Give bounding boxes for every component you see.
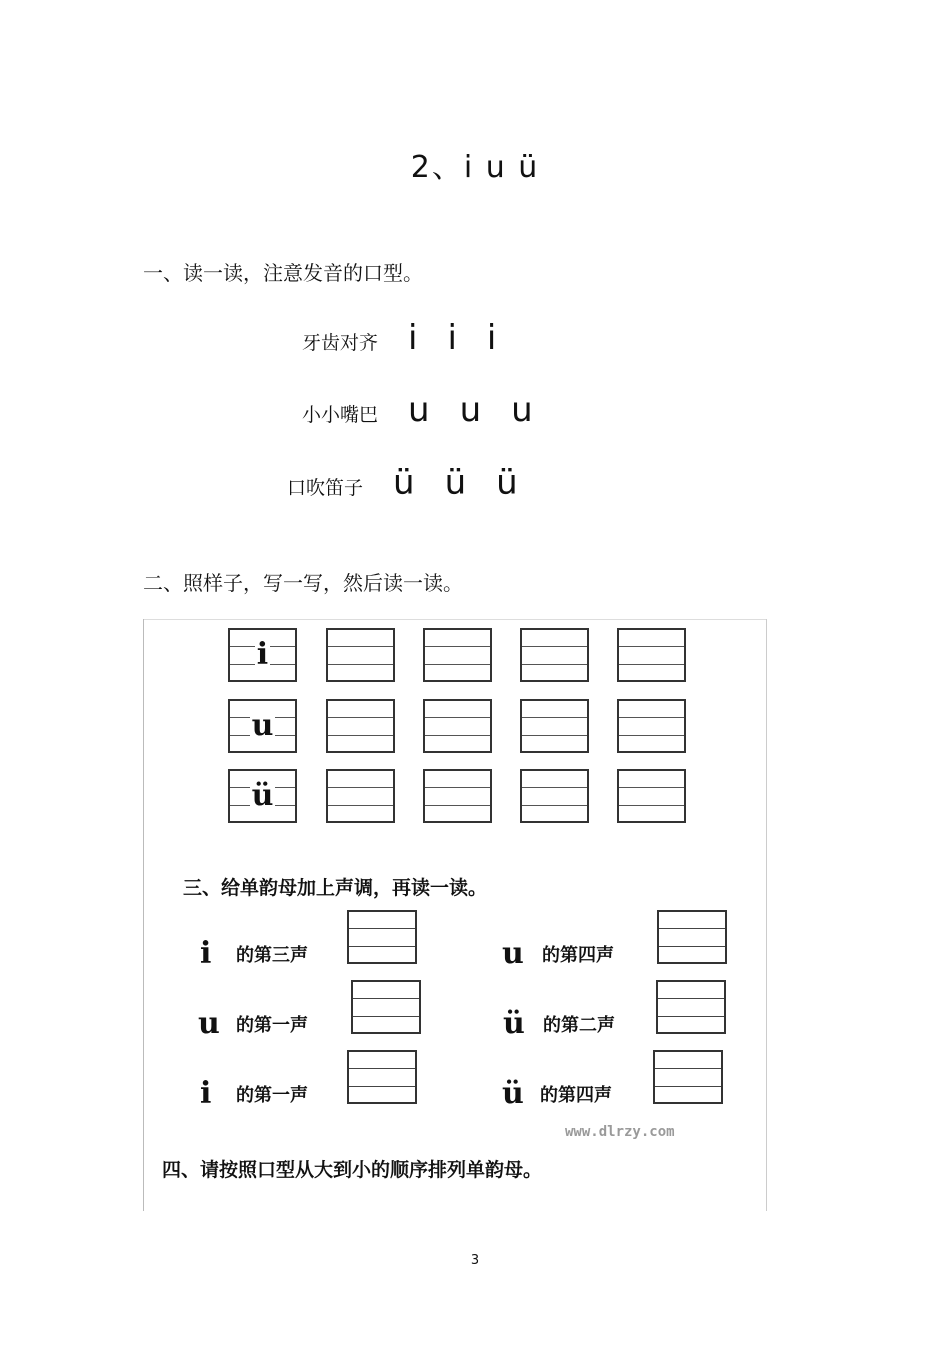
writing-box[interactable] bbox=[423, 699, 492, 753]
read-letter: ü bbox=[496, 463, 518, 503]
tone-answer-box[interactable] bbox=[351, 980, 421, 1034]
writing-box[interactable] bbox=[520, 699, 589, 753]
sample-box-i bbox=[228, 628, 297, 682]
watermark: www.dlrzy.com bbox=[565, 1124, 675, 1140]
tone-item bbox=[502, 1076, 612, 1111]
section1-heading: 一、读一读，注意发音的口型。 bbox=[143, 261, 423, 285]
read-row-cue: 口吹笛子 bbox=[287, 477, 364, 499]
section4-heading: 四、请按照口型从大到小的顺序排列单韵母。 bbox=[162, 1159, 543, 1181]
tone-letter: ü bbox=[502, 1076, 524, 1111]
writing-box[interactable] bbox=[326, 769, 395, 823]
read-letter: ü bbox=[444, 463, 467, 503]
sample-letter: ü bbox=[251, 778, 274, 813]
tone-answer-box[interactable] bbox=[657, 910, 727, 964]
tone-item bbox=[200, 1076, 308, 1111]
tone-answer-box[interactable] bbox=[653, 1050, 723, 1104]
read-row-cue: 小小嘴巴 bbox=[302, 404, 379, 426]
read-letter: u bbox=[511, 390, 533, 430]
read-row-v bbox=[287, 463, 518, 503]
tone-answer-box[interactable] bbox=[347, 910, 417, 964]
tone-text: 的第一声 bbox=[236, 1014, 308, 1036]
tone-text: 的第二声 bbox=[543, 1014, 615, 1036]
tone-letter: ü bbox=[503, 1006, 525, 1041]
page-title: 2、i u ü bbox=[410, 150, 540, 185]
tone-letter: u bbox=[502, 936, 524, 971]
read-row-i bbox=[302, 318, 496, 358]
tone-item bbox=[502, 936, 614, 971]
read-letter: i bbox=[486, 318, 497, 358]
tone-item bbox=[200, 936, 308, 971]
section3-heading: 三、给单韵母加上声调，再读一读。 bbox=[183, 877, 488, 899]
sample-letter: u bbox=[251, 708, 274, 743]
tone-letter: u bbox=[198, 1006, 220, 1041]
writing-box[interactable] bbox=[423, 769, 492, 823]
read-letter: u bbox=[459, 390, 482, 430]
tone-text: 的第三声 bbox=[236, 944, 308, 966]
writing-box[interactable] bbox=[326, 628, 395, 682]
read-row-u bbox=[302, 390, 533, 430]
tone-item bbox=[503, 1006, 615, 1041]
section2-heading: 二、照样子，写一写，然后读一读。 bbox=[143, 571, 463, 595]
read-letter: i bbox=[408, 318, 418, 358]
read-letter: i bbox=[447, 318, 457, 358]
tone-text: 的第四声 bbox=[540, 1084, 612, 1106]
sample-letter: i bbox=[256, 637, 269, 672]
tone-text: 的第四声 bbox=[542, 944, 614, 966]
page-number: 3 bbox=[470, 1253, 480, 1268]
read-letter: u bbox=[408, 390, 430, 430]
tone-answer-box[interactable] bbox=[656, 980, 726, 1034]
tone-text: 的第一声 bbox=[236, 1084, 308, 1106]
writing-box[interactable] bbox=[326, 699, 395, 753]
sample-box-v bbox=[228, 769, 297, 823]
read-row-cue: 牙齿对齐 bbox=[302, 332, 379, 354]
tone-answer-box[interactable] bbox=[347, 1050, 417, 1104]
writing-box[interactable] bbox=[423, 628, 492, 682]
writing-box[interactable] bbox=[617, 699, 686, 753]
tone-letter: i bbox=[200, 936, 212, 971]
sample-box-u bbox=[228, 699, 297, 753]
tone-letter: i bbox=[200, 1076, 212, 1111]
tone-item bbox=[198, 1006, 308, 1041]
writing-box[interactable] bbox=[617, 769, 686, 823]
writing-box[interactable] bbox=[617, 628, 686, 682]
read-letter: ü bbox=[393, 463, 415, 503]
writing-box[interactable] bbox=[520, 628, 589, 682]
writing-box[interactable] bbox=[520, 769, 589, 823]
